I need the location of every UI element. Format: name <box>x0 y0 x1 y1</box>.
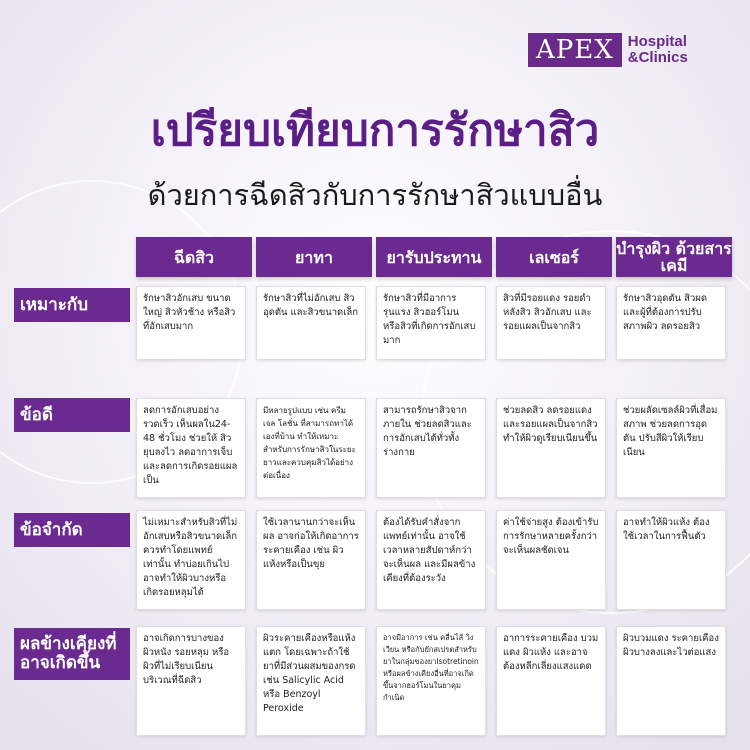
apex-logo <box>528 33 688 67</box>
column-header-laser: เลเซอร์ <box>496 237 612 277</box>
cell-side-effects-laser: อาการระคายเคือง บวมแดง ผิวแห้ง และอาจต้องหลีกเลี่ยงแสงแดด <box>496 626 606 736</box>
cell-suitable-oral: รักษาสิวที่มีอาการรุนแรง สิวฮอร์โมน หรือสิวที่เกิดการอักเสบมาก <box>376 286 486 360</box>
logo-line-1: Hospital <box>627 33 687 50</box>
cell-cons-topical: ใช้เวลานานกว่าจะเห็นผล อาจก่อให้เกิดอาการระคายเคือง เช่น ผิวแห้งหรือเป็นขุย <box>256 510 366 610</box>
logo-text <box>628 34 688 66</box>
cell-cons-injection: ไม่เหมาะสำหรับสิวที่ไม่อักเสบหรือสิวขนาดเล็ก ควรทำโดยแพทย์เท่านั้น ทำบ่อยเกินไปอาจทำให้ผิวบางหรือเกิดรอยหลุมได้ <box>136 510 246 610</box>
row-label-suitable: เหมาะกับ <box>14 288 130 322</box>
column-header-injection: ฉีดสิว <box>136 237 252 277</box>
cell-side-effects-topical: ผิวระคายเคืองหรือแห้งแตก โดยเฉพาะถ้าใช้ยาที่มีส่วนผสมของกรด เช่น Salicylic Acid หรือ Benzoyl Peroxide <box>256 626 366 736</box>
cell-side-effects-injection: อาจเกิดการบางของผิวหนัง รอยหลุม หรือผิวที่ไม่เรียบเนียนบริเวณที่ฉีดสิว <box>136 626 246 736</box>
cell-suitable-laser: สิวที่มีรอยแดง รอยดำ หลังสิว สิวอักเสบ และรอยแผลเป็นจากสิว <box>496 286 606 360</box>
cell-pros-topical: มีหลายรูปแบบ เช่น ครีม เจล โลชั่น ที่สามารถทาได้เองที่บ้าน ทำให้เหมาะสำหรับการรักษาสิวในระยะยาวและควบคุมสิวได้อย่างต่อเนื่อง <box>256 398 366 498</box>
cell-cons-oral: ต้องได้รับคำสั่งจากแพทย์เท่านั้น อาจใช้เวลาหลายสัปดาห์กว่าจะเห็นผล และมีผลข้างเคียงที่ต้องระวัง <box>376 510 486 610</box>
column-header-topical: ยาทา <box>256 237 372 277</box>
cell-suitable-injection: รักษาสิวอักเสบ ขนาดใหญ่ สิวหัวช้าง หรือสิวที่อักเสบมาก <box>136 286 246 360</box>
cell-suitable-chemical: รักษาสิวอุดตัน สิวผด และผู้ที่ต้องการปรับสภาพผิว ลดรอยสิว <box>616 286 726 360</box>
row-label-cons: ข้อจำกัด <box>14 513 130 547</box>
row-label-pros: ข้อดี <box>14 398 130 432</box>
row-label-side-effects: ผลข้างเคียงที่อาจเกิดขึ้น <box>14 628 130 680</box>
cell-pros-injection: ลดการอักเสบอย่างรวดเร็ว เห็นผลใน24-48 ชั่วโมง ช่วยให้ สิวยุบลงไว ลดอาการเจ็บ และลดการเกิดรอยแผลเป็น <box>136 398 246 498</box>
column-header-chemical: บำรุงผิว ด้วยสารเคมี <box>616 239 732 275</box>
cell-cons-laser: ค่าใช้จ่ายสูง ต้องเข้ารับการรักษาหลายครั้งกว่าจะเห็นผลชัดเจน <box>496 510 606 610</box>
logo-line-2: &Clinics <box>627 49 688 66</box>
page-subtitle: ด้วยการฉีดสิวกับการรักษาสิวแบบอื่น <box>147 178 603 212</box>
cell-pros-laser: ช่วยลดสิว ลดรอยแดง และรอยแผลเป็นจากสิว ทำให้ผิวดูเรียบเนียนขึ้น <box>496 398 606 498</box>
cell-pros-oral: สามารถรักษาสิวจากภายใน ช่วยลดสิวและการอักเสบได้ทั่วทั้งร่างกาย <box>376 398 486 498</box>
cell-pros-chemical: ช่วยผลัดเซลล์ผิวที่เสื่อมสภาพ ช่วยลดการอุดตัน ปรับสีผิวให้เรียบเนียน <box>616 398 726 498</box>
cell-side-effects-oral: อาจมีอาการ เช่น คลื่นไส้ วิงเวียน หรือกับยักสเปรตสำหรับยาในกลุ่มของยาIsotretinoin หรือผลข้างเคียงอื่นที่อาจเกิดขึ้นจากฮอร์โมนในยาคุมกำเนิด <box>376 626 486 736</box>
cell-cons-chemical: อาจทำให้ผิวแห้ง ต้องใช้เวลาในการฟื้นตัว <box>616 510 726 610</box>
column-header-oral: ยารับประทาน <box>376 237 492 277</box>
page-title: เปรียบเทียบการรักษาสิว <box>150 105 600 156</box>
cell-suitable-topical: รักษาสิวที่ไม่อักเสบ สิวอุดตัน และสิวขนาดเล็ก <box>256 286 366 360</box>
cell-side-effects-chemical: ผิวบวมแดง ระคายเคือง ผิวบางลงและไวต่อแสง <box>616 626 726 736</box>
logo-mark: APEX <box>528 33 622 67</box>
